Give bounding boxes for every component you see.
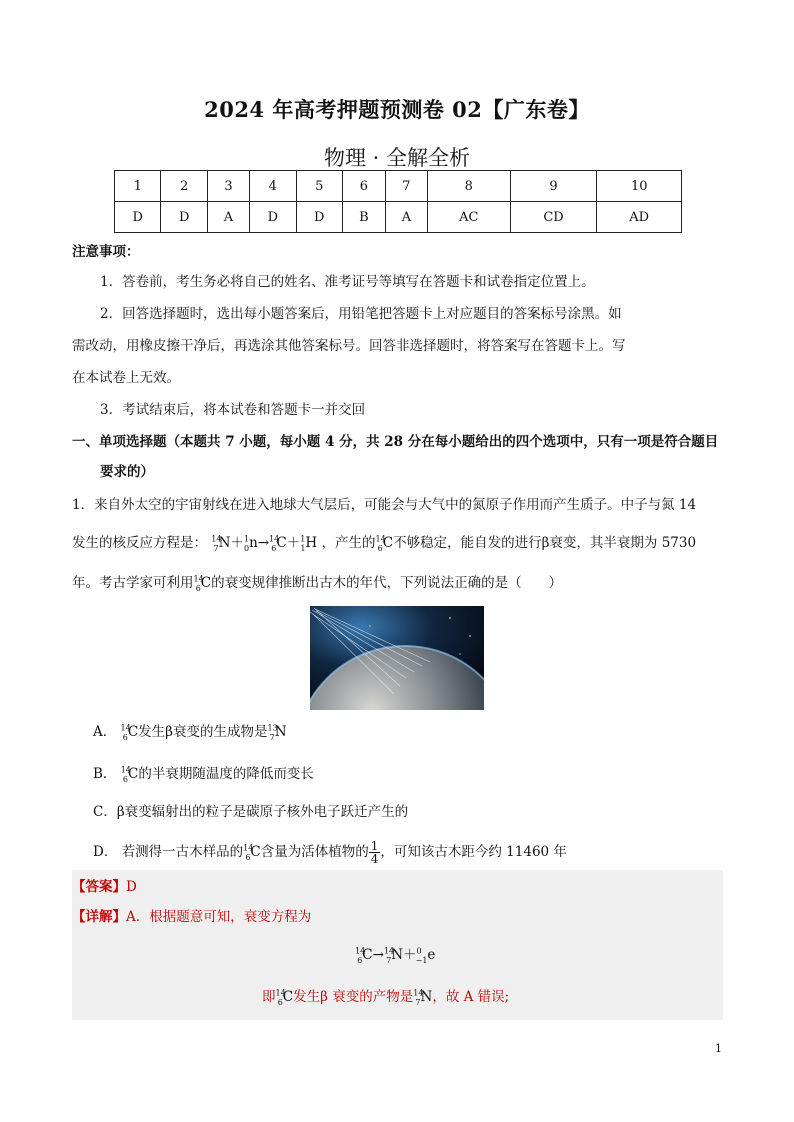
answer-cell: CD [510, 202, 597, 233]
answer-cell: D [161, 202, 207, 233]
question-1-text: 不够稳定，能自发的进行β衰变，其半衰期为 5730 [393, 535, 697, 551]
question-1-line-2 [72, 534, 696, 552]
option-d-label: D． [93, 844, 118, 860]
fraction [369, 840, 381, 865]
carbon-14-symbol: $^{14}_6$C [375, 534, 394, 553]
cosmic-ray-earth-image [310, 606, 484, 710]
question-1-line-3 [72, 574, 562, 592]
fraction-numerator: 1 [370, 839, 379, 853]
carbon-14-symbol: $^{14}_6$C [193, 574, 212, 593]
answer-cell: D [296, 202, 342, 233]
section-heading: 一、单项选择题（本题共 7 小题，每小题 4 分，共 28 分在每小题给出的四个选项中，只有一项是符合题目 [72, 434, 719, 450]
answer-cell: A [207, 202, 249, 233]
option-b-text: 的半衰期随温度的降低而变长 [138, 766, 314, 782]
detail-text: A．根据题意可知，衰变方程为 [126, 909, 312, 925]
answer-line [72, 878, 137, 896]
page-subtitle: 物理 · 全解全析 [323, 146, 471, 170]
nuclear-reaction-equation: $^{14}_7$N＋$^1_0$n→$^{14}_6$C＋$^1_1$H [211, 534, 318, 553]
option-c: C．β衰变辐射出的粒子是碳原子核外电子跃迁产生的 [93, 804, 409, 820]
question-1-line-1: 1．来自外太空的宇宙射线在进入地球大气层后，可能会与大气中的氮原子作用而产生质子。中子与氮 14 [72, 497, 697, 513]
question-number-cell: 7 [385, 171, 427, 202]
page-title: 2024 年高考押题预测卷 02【广东卷】 [204, 97, 590, 122]
option-b [93, 765, 314, 783]
decay-equation: $^{14}_6$C→$^{14}_7$N＋$^0_{-1}$e [355, 946, 436, 965]
carbon-14-symbol: $^{14}_6$C [275, 988, 294, 1007]
answer-value: D [126, 879, 137, 895]
question-number-cell: 1 [115, 171, 161, 202]
option-a-label: A． [93, 724, 117, 740]
option-d-text: 含量为活体植物的 [260, 844, 369, 860]
question-number-cell: 8 [428, 171, 511, 202]
question-1-text: ，产生的 [321, 535, 376, 551]
nitrogen-13-symbol: $^{13}_7$N [267, 723, 287, 742]
nitrogen-14-symbol: $^{14}_7$N [413, 988, 433, 1007]
conclusion-text: 即 [262, 989, 276, 1005]
question-1-text: 年。考古学家可利用 [72, 575, 194, 591]
question-1-text: 的衰变规律推断出古木的年代，下列说法正确的是（ ） [211, 575, 563, 591]
conclusion-line [262, 988, 509, 1006]
question-1-text: 发生的核反应方程是： [72, 535, 207, 551]
section-heading-cont: 要求的） [100, 464, 154, 480]
note-item-2-line-2: 需改动，用橡皮擦干净后，再选涂其他答案标号。回答非选择题时，将答案写在答题卡上。写 [72, 338, 626, 354]
carbon-14-symbol: $^{14}_6$C [120, 723, 139, 742]
answer-cell: B [342, 202, 385, 233]
note-item-2-line-3: 在本试卷上无效。 [72, 370, 180, 386]
question-number-cell: 5 [296, 171, 342, 202]
note-item-1: 1．答卷前，考生务必将自己的姓名、准考证号等填写在答题卡和试卷指定位置上。 [100, 274, 595, 290]
option-a-text: 发生β衰变的生成物是 [138, 724, 268, 740]
option-d-text: ，可知该古木距今约 11460 年 [380, 844, 567, 860]
question-number-cell: 4 [250, 171, 296, 202]
conclusion-text: 发生β 衰变的产物是 [293, 989, 414, 1005]
earth-illustration [310, 606, 484, 710]
answer-cell: A [385, 202, 427, 233]
question-number-cell: 9 [510, 171, 597, 202]
note-item-3: 3．考试结束后，将本试卷和答题卡一并交回 [100, 402, 366, 418]
conclusion-text: ，故 A 错误; [432, 989, 510, 1005]
option-a [93, 723, 287, 741]
carbon-14-symbol: $^{14}_6$C [243, 843, 261, 862]
question-number-cell: 2 [161, 171, 207, 202]
detail-label: 【详解】 [72, 909, 126, 925]
carbon-14-symbol: $^{14}_6$C [120, 765, 139, 784]
note-item-2-line-1: 2．回答选择题时，选出每小题答案后，用铅笔把答题卡上对应题目的答案标号涂黑。如 [100, 306, 622, 322]
question-number-cell: 3 [207, 171, 249, 202]
option-d [93, 840, 567, 865]
answer-cell: AC [428, 202, 511, 233]
detail-line [72, 908, 311, 926]
notes-heading: 注意事项： [72, 244, 140, 260]
page-number: 1 [715, 1042, 722, 1055]
answer-table [114, 170, 682, 233]
fraction-denominator: 4 [370, 852, 379, 866]
answer-table-answer-row [115, 202, 682, 233]
answer-cell: D [250, 202, 296, 233]
answer-table-number-row [115, 171, 682, 202]
answer-label: 【答案】 [72, 879, 126, 895]
question-number-cell: 10 [597, 171, 682, 202]
option-b-label: B． [93, 766, 117, 782]
answer-cell: AD [597, 202, 682, 233]
question-number-cell: 6 [342, 171, 385, 202]
answer-cell: D [115, 202, 161, 233]
option-d-text: 若测得一古木样品的 [121, 844, 244, 860]
